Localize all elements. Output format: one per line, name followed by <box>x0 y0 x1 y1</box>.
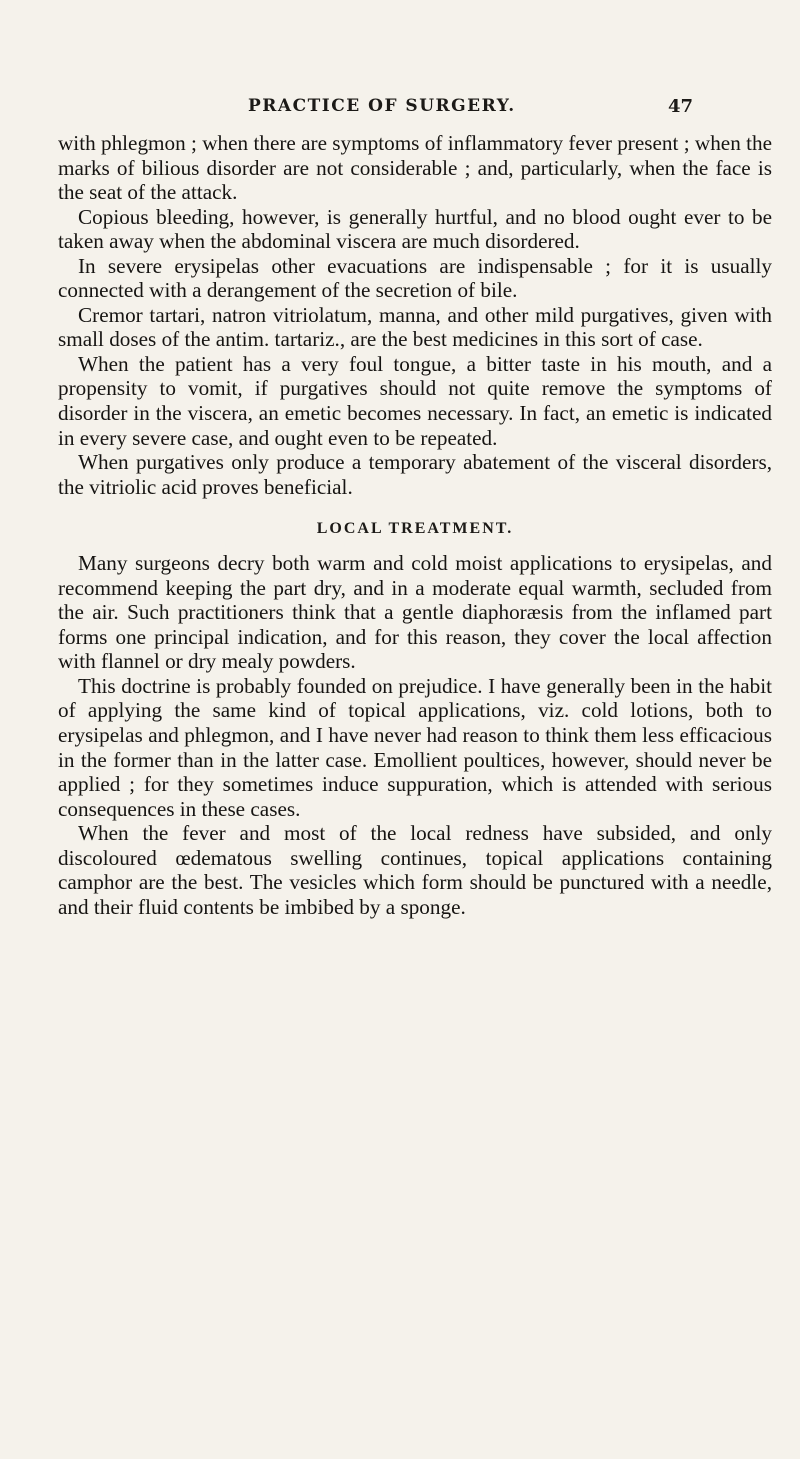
paragraph: This doctrine is probably founded on prejudice. I have generally been in the habit of applying the same kind of topical applications, viz. cold lotions, both to erysipelas and phlegmon, and I have never had reason to think them less efficacious in the former than in the latter case. Emollient poultices, however, should never be applied ; for they sometimes induce suppuration, which is attended with serious consequences in these cases. <box>58 673 772 821</box>
running-head: PRACTICE OF SURGERY. <box>248 96 516 116</box>
paragraph: When the fever and most of the local redness have subsided, and only discoloured œdematous swelling continues, topical applications containing camphor are the best. The vesicles which form should be punctured with a needle, and their fluid contents be imbibed by a sponge. <box>58 821 772 919</box>
section-heading: LOCAL TREATMENT. <box>316 520 514 538</box>
paragraph: with phlegmon ; when there are symptoms of inflammatory fever present ; when the marks of bilious disorder are not considerable ; and, particularly, when the face is the seat of the attack. <box>58 131 772 205</box>
paragraph: In severe erysipelas other evacuations are indispensable ; for it is usually connected with a derangement of the secretion of bile. <box>58 253 772 303</box>
page-header <box>0 96 800 120</box>
paragraph: Cremor tartari, natron vitriolatum, manna, and other mild purgatives, given with small doses of the antim. tartariz., are the best medicines in this sort of case. <box>58 302 772 352</box>
paragraph: When the patient has a very foul tongue, a bitter taste in his mouth, and a propensity to vomit, if purgatives should not quite remove the symptoms of disorder in the viscera, an emetic becomes necessary. In fact, an emetic is indicated in every severe case, and ought even to be repeated. <box>58 351 772 450</box>
paragraph: Many surgeons decry both warm and cold moist applications to erysipelas, and recommend keeping the part dry, and in a moderate equal warmth, secluded from the air. Such practitioners think that a gentle diaphoræsis from the inflamed part forms one principal indication, and for this reason, they cover the local affection with flannel or dry mealy powders. <box>58 551 772 674</box>
body-text <box>58 131 772 919</box>
page-number: 47 <box>668 96 694 117</box>
paragraph: Copious bleeding, however, is generally hurtful, and no blood ought ever to be taken away when the abdominal viscera are much disordered. <box>58 204 772 254</box>
paragraph: When purgatives only produce a temporary abatement of the visceral disorders, the vitriolic acid proves beneficial. <box>58 450 772 499</box>
